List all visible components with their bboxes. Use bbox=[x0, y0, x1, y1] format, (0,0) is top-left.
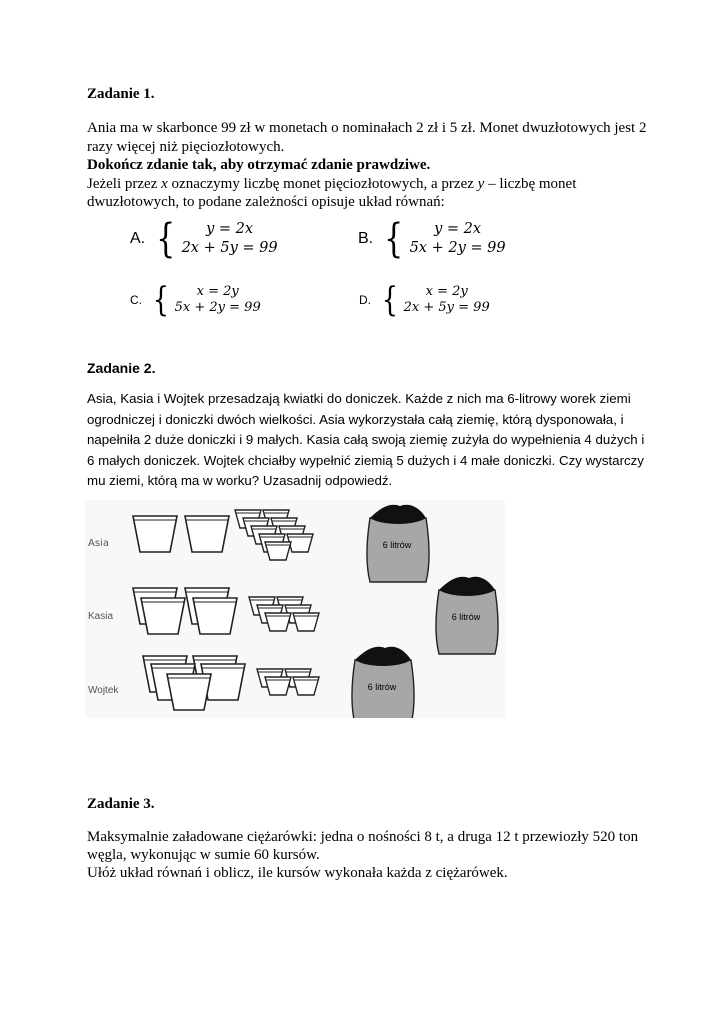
task1-instruction: Dokończ zdanie tak, aby otrzymać zdanie prawdziwe. bbox=[87, 157, 431, 173]
large-pot bbox=[167, 674, 211, 710]
option-c-system bbox=[175, 284, 261, 316]
option-b[interactable] bbox=[358, 216, 506, 262]
task1-para2-part: – liczbę monet dwuzłotowych, to podane zależności opisuje układ równań: bbox=[87, 175, 577, 210]
figure-svg bbox=[85, 500, 505, 718]
option-b-eq2: 5x + 2y = 99 bbox=[409, 240, 506, 256]
task3-title: Zadanie 3. bbox=[87, 796, 155, 812]
option-a-letter: A. bbox=[130, 230, 146, 247]
option-a-eq2: 2x + 5y = 99 bbox=[181, 240, 278, 256]
brace-icon: { bbox=[152, 280, 169, 320]
option-d-eq1: x = 2y bbox=[425, 284, 468, 299]
row-label-kasia: Kasia bbox=[88, 611, 114, 622]
option-d-system bbox=[404, 284, 490, 316]
small-pot bbox=[265, 677, 291, 695]
task1-title: Zadanie 1. bbox=[87, 86, 155, 102]
small-pot bbox=[265, 542, 291, 560]
small-pot bbox=[293, 613, 319, 631]
task3-para1: Maksymalnie załadowane ciężarówki: jedna o nośności 8 t, a druga 12 t przewiozły 520 ton węgla, wykonując w sumie 60 kursów. bbox=[87, 829, 639, 863]
task1-para2 bbox=[87, 175, 647, 212]
option-d[interactable] bbox=[359, 280, 490, 320]
large-pot bbox=[141, 598, 185, 634]
task3-para2: Ułóż układ równań i oblicz, ile kursów wykonała każda z ciężarówek. bbox=[87, 865, 508, 881]
option-b-letter: B. bbox=[358, 230, 374, 247]
task1-para2-part: Jeżeli przez bbox=[87, 175, 162, 192]
option-a-eq1: y = 2x bbox=[206, 221, 254, 237]
bag-label-asia: 6 litrów bbox=[382, 540, 412, 550]
pots-and-bags-figure bbox=[85, 500, 505, 718]
task1-para2-part: oznaczymy liczbę monet pięciozłotowych, a przez bbox=[167, 175, 478, 192]
bag-label-wojtek: 6 litrów bbox=[367, 682, 397, 692]
small-pot bbox=[293, 677, 319, 695]
brace-icon: { bbox=[156, 216, 176, 262]
small-pot bbox=[265, 613, 291, 631]
option-c[interactable] bbox=[130, 280, 261, 320]
bag-label-kasia: 6 litrów bbox=[451, 612, 481, 622]
brace-icon: { bbox=[384, 216, 404, 262]
option-d-eq2: 2x + 5y = 99 bbox=[403, 300, 490, 315]
row-label-asia: Asia bbox=[88, 538, 109, 549]
option-d-letter: D. bbox=[359, 293, 371, 307]
option-c-eq1: x = 2y bbox=[196, 284, 239, 299]
brace-icon: { bbox=[381, 280, 398, 320]
task1-text bbox=[87, 119, 647, 212]
option-c-eq2: 5x + 2y = 99 bbox=[174, 300, 261, 315]
large-pot bbox=[133, 516, 177, 552]
task2-title: Zadanie 2. bbox=[87, 360, 156, 376]
task2-text: Asia, Kasia i Wojtek przesadzają kwiatki do doniczek. Każde z nich ma 6-litrowy worek ziemi ogrodniczej i doniczki dwóch wielkości. Asia wykorzystała całą ziemię, którą dysponowała, i napełniła 2 duże doniczki i 9 małych. Kasia całą swoją ziemię zużyła do wypełnienia 4 dużych i 6 małych doniczek. Wojtek chciałby wypełnić ziemią 5 dużych i 4 małe doniczki. Czy wystarczy mu ziemi, którą ma w worku? Uzasadnij odpowiedź. bbox=[87, 391, 645, 489]
task1-var-y: y bbox=[477, 175, 485, 192]
task3-text bbox=[87, 828, 647, 882]
option-b-eq1: y = 2x bbox=[434, 221, 482, 237]
row-label-wojtek: Wojtek bbox=[88, 685, 119, 696]
task1-para1: Ania ma w skarbonce 99 zł w monetach o nominałach 2 zł i 5 zł. Monet dwuzłotowych jest 2 razy więcej niż pięciozłotowych. bbox=[87, 120, 647, 155]
large-pot bbox=[193, 598, 237, 634]
option-a-system bbox=[182, 220, 278, 258]
task1-var-x: x bbox=[161, 175, 168, 192]
option-b-system bbox=[410, 220, 506, 258]
option-c-letter: C. bbox=[130, 293, 142, 307]
large-pot bbox=[185, 516, 229, 552]
option-a[interactable] bbox=[130, 216, 278, 262]
